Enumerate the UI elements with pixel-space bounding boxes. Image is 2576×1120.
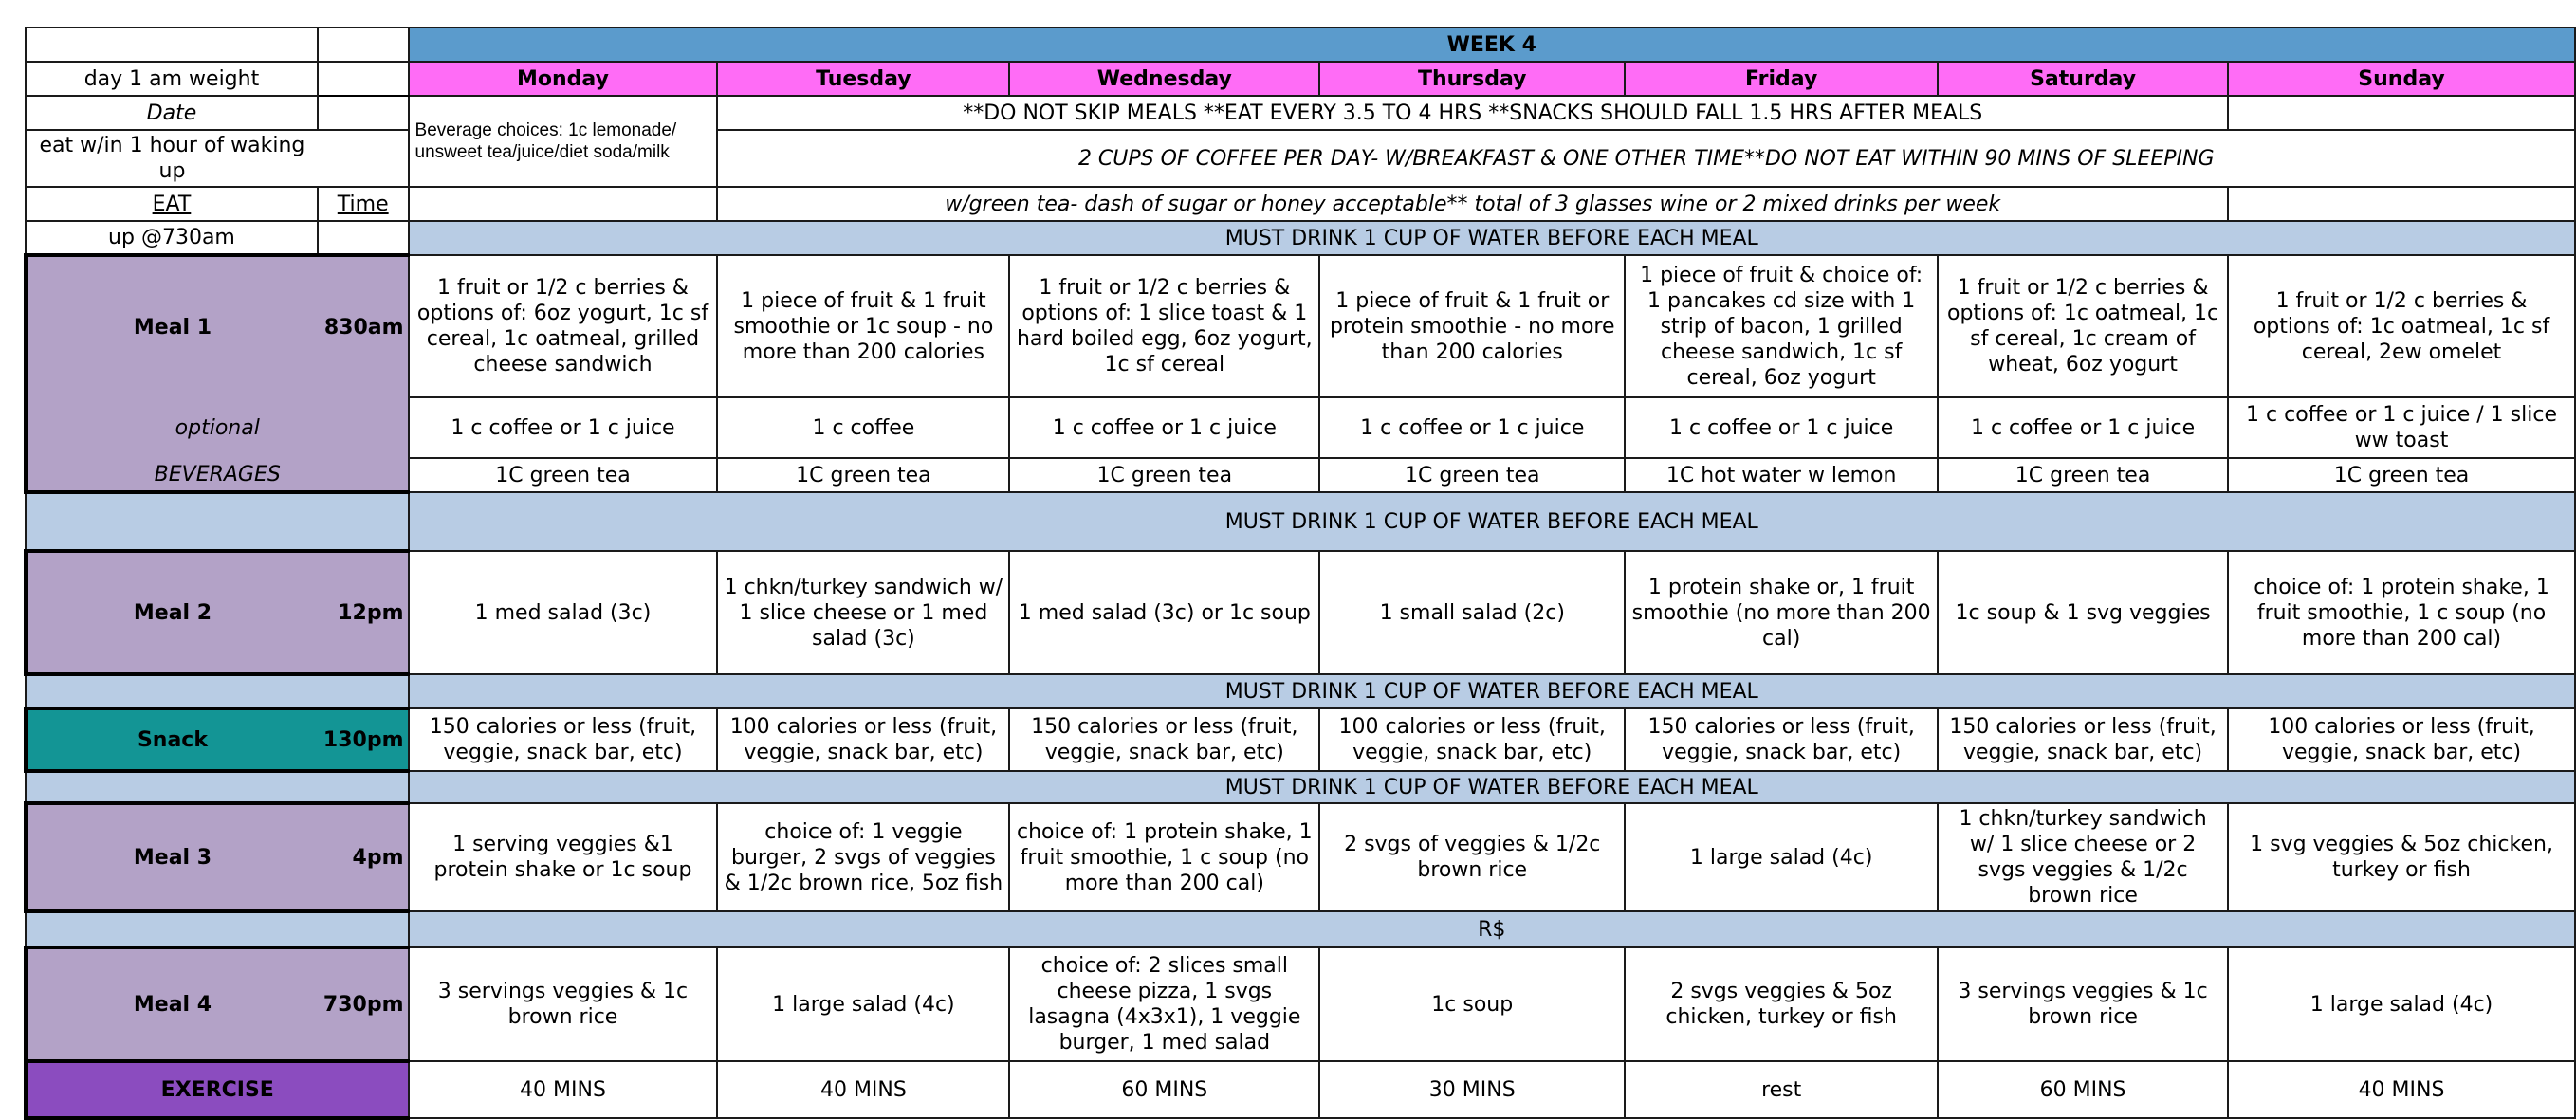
optional-label: optional [26, 397, 409, 458]
snack-monday[interactable]: 150 calories or less (fruit, veggie, snack bar, etc) [409, 708, 718, 771]
meal-3-saturday[interactable]: 1 chkn/turkey sandwich w/ 1 slice cheese or 2 svgs veggies & 1/2c brown rice [1938, 803, 2228, 911]
meal-2-friday[interactable]: 1 protein shake or, 1 fruit smoothie (no more than 200 cal) [1625, 551, 1938, 674]
meal-1-label: Meal 1 [26, 255, 318, 397]
tea-saturday[interactable]: 1C green tea [1938, 458, 2228, 492]
meal-4-saturday[interactable]: 3 servings veggies & 1c brown rice [1938, 947, 2228, 1061]
meal-1-wednesday[interactable]: 1 fruit or 1/2 c berries & options of: 1 slice toast & 1 hard boiled egg, 6oz yogurt, 1c sf cereal [1009, 255, 1319, 397]
eat-within-label: eat w/in 1 hour of waking up [26, 130, 318, 187]
week-title: WEEK 4 [409, 28, 2575, 62]
weight-value-cell[interactable] [318, 62, 409, 96]
meal-1-saturday[interactable]: 1 fruit or 1/2 c berries & options of: 1c oatmeal, 1c sf cereal, 1c cream of wheat, 6oz yogurt [1938, 255, 2228, 397]
meal-3-sunday[interactable]: 1 svg veggies & 5oz chicken, turkey or fish [2228, 803, 2575, 911]
beverages-label: BEVERAGES [26, 458, 409, 492]
rs-band-left [26, 911, 409, 947]
meal-3-monday[interactable]: 1 serving veggies &1 protein shake or 1c soup [409, 803, 718, 911]
cell-blank[interactable] [2228, 187, 2575, 221]
cell-blank[interactable] [409, 187, 718, 221]
meal-4-sunday[interactable]: 1 large salad (4c) [2228, 947, 2575, 1061]
cell-blank[interactable] [26, 28, 318, 62]
meal-1-sunday[interactable]: 1 fruit or 1/2 c berries & options of: 1c oatmeal, 1c sf cereal, 2ew omelet [2228, 255, 2575, 397]
exercise-label: EXERCISE [26, 1061, 409, 1118]
snack-wednesday[interactable]: 150 calories or less (fruit, veggie, snack bar, etc) [1009, 708, 1319, 771]
snack-tuesday[interactable]: 100 calories or less (fruit, veggie, snack bar, etc) [717, 708, 1009, 771]
water-band-left [26, 771, 409, 803]
snack-time: 130pm [318, 708, 409, 771]
meal-4-tuesday[interactable]: 1 large salad (4c) [717, 947, 1009, 1061]
meal-1-thursday[interactable]: 1 piece of fruit & 1 fruit or protein smoothie - no more than 200 calories [1319, 255, 1625, 397]
coffee-thursday[interactable]: 1 c coffee or 1 c juice [1319, 397, 1625, 458]
wake-up-time-cell[interactable] [318, 221, 409, 255]
tea-tuesday[interactable]: 1C green tea [717, 458, 1009, 492]
meal-3-tuesday[interactable]: choice of: 1 veggie burger, 2 svgs of veggies & 1/2c brown rice, 5oz fish [717, 803, 1009, 911]
coffee-saturday[interactable]: 1 c coffee or 1 c juice [1938, 397, 2228, 458]
tea-monday[interactable]: 1C green tea [409, 458, 718, 492]
day-header-friday: Friday [1625, 62, 1938, 96]
exercise-thursday[interactable]: 30 MINS [1319, 1061, 1625, 1118]
day-header-sunday: Sunday [2228, 62, 2575, 96]
exercise-saturday[interactable]: 60 MINS [1938, 1061, 2228, 1118]
meal-1-tuesday[interactable]: 1 piece of fruit & 1 fruit smoothie or 1c soup - no more than 200 calories [717, 255, 1009, 397]
water-reminder: MUST DRINK 1 CUP OF WATER BEFORE EACH MEAL [409, 492, 2575, 551]
snack-thursday[interactable]: 100 calories or less (fruit, veggie, snack bar, etc) [1319, 708, 1625, 771]
day-header-saturday: Saturday [1938, 62, 2228, 96]
meal-3-friday[interactable]: 1 large salad (4c) [1625, 803, 1938, 911]
meal-2-wednesday[interactable]: 1 med salad (3c) or 1c soup [1009, 551, 1319, 674]
meal-1-monday[interactable]: 1 fruit or 1/2 c berries & options of: 6oz yogurt, 1c sf cereal, 1c oatmeal, grilled cheese sandwich [409, 255, 718, 397]
cell-blank[interactable] [318, 130, 409, 187]
meal-4-monday[interactable]: 3 servings veggies & 1c brown rice [409, 947, 718, 1061]
snack-friday[interactable]: 150 calories or less (fruit, veggie, snack bar, etc) [1625, 708, 1938, 771]
meal-4-label: Meal 4 [26, 947, 318, 1061]
rules-note-2: 2 CUPS OF COFFEE PER DAY- W/BREAKFAST & ONE OTHER TIME**DO NOT EAT WITHIN 90 MINS OF SLEEPING [717, 130, 2575, 187]
meal-2-label: Meal 2 [26, 551, 318, 674]
water-band-left [26, 674, 409, 708]
day-header-tuesday: Tuesday [717, 62, 1009, 96]
coffee-wednesday[interactable]: 1 c coffee or 1 c juice [1009, 397, 1319, 458]
meal-4-friday[interactable]: 2 svgs veggies & 5oz chicken, turkey or fish [1625, 947, 1938, 1061]
coffee-tuesday[interactable]: 1 c coffee [717, 397, 1009, 458]
meal-2-sunday[interactable]: choice of: 1 protein shake, 1 fruit smoothie, 1 c soup (no more than 200 cal) [2228, 551, 2575, 674]
meal-3-thursday[interactable]: 2 svgs of veggies & 1/2c brown rice [1319, 803, 1625, 911]
exercise-sunday[interactable]: 40 MINS [2228, 1061, 2575, 1118]
tea-sunday[interactable]: 1C green tea [2228, 458, 2575, 492]
snack-label: Snack [26, 708, 318, 771]
cell-blank[interactable] [2228, 96, 2575, 130]
tea-wednesday[interactable]: 1C green tea [1009, 458, 1319, 492]
day-header-wednesday: Wednesday [1009, 62, 1319, 96]
exercise-friday[interactable]: rest [1625, 1061, 1938, 1118]
meal-3-label: Meal 3 [26, 803, 318, 911]
snack-saturday[interactable]: 150 calories or less (fruit, veggie, snack bar, etc) [1938, 708, 2228, 771]
coffee-monday[interactable]: 1 c coffee or 1 c juice [409, 397, 718, 458]
rules-note-3: w/green tea- dash of sugar or honey acceptable** total of 3 glasses wine or 2 mixed drinks per week [717, 187, 2228, 221]
beverage-choices-note: Beverage choices: 1c lemonade/ unsweet tea/juice/diet soda/milk [409, 96, 718, 187]
water-reminder: MUST DRINK 1 CUP OF WATER BEFORE EACH MEAL [409, 674, 2575, 708]
date-value-cell[interactable] [318, 96, 409, 130]
meal-2-monday[interactable]: 1 med salad (3c) [409, 551, 718, 674]
coffee-sunday[interactable]: 1 c coffee or 1 c juice / 1 slice ww toast [2228, 397, 2575, 458]
time-column-label: Time [318, 187, 409, 221]
water-reminder: MUST DRINK 1 CUP OF WATER BEFORE EACH MEAL [409, 221, 2575, 255]
meal-2-thursday[interactable]: 1 small salad (2c) [1319, 551, 1625, 674]
coffee-friday[interactable]: 1 c coffee or 1 c juice [1625, 397, 1938, 458]
meal-2-tuesday[interactable]: 1 chkn/turkey sandwich w/ 1 slice cheese or 1 med salad (3c) [717, 551, 1009, 674]
meal-4-time: 730pm [318, 947, 409, 1061]
weight-label: day 1 am weight [26, 62, 318, 96]
rules-note-1: **DO NOT SKIP MEALS **EAT EVERY 3.5 TO 4 HRS **SNACKS SHOULD FALL 1.5 HRS AFTER MEALS [717, 96, 2228, 130]
exercise-tuesday[interactable]: 40 MINS [717, 1061, 1009, 1118]
exercise-monday[interactable]: 40 MINS [409, 1061, 718, 1118]
meal-3-time: 4pm [318, 803, 409, 911]
meal-4-wednesday[interactable]: choice of: 2 slices small cheese pizza, 1 svgs lasagna (4x3x1), 1 veggie burger, 1 med salad [1009, 947, 1319, 1061]
tea-friday[interactable]: 1C hot water w lemon [1625, 458, 1938, 492]
eat-column-label: EAT [26, 187, 318, 221]
meal-2-saturday[interactable]: 1c soup & 1 svg veggies [1938, 551, 2228, 674]
snack-sunday[interactable]: 100 calories or less (fruit, veggie, snack bar, etc) [2228, 708, 2575, 771]
day-header-monday: Monday [409, 62, 718, 96]
exercise-wednesday[interactable]: 60 MINS [1009, 1061, 1319, 1118]
meal-4-thursday[interactable]: 1c soup [1319, 947, 1625, 1061]
meal-plan-sheet [24, 27, 2576, 1120]
meal-1-friday[interactable]: 1 piece of fruit & choice of: 1 pancakes cd size with 1 strip of bacon, 1 grilled cheese sandwich, 1c sf cereal, 6oz yogurt [1625, 255, 1938, 397]
cell-blank[interactable] [318, 28, 409, 62]
meal-1-time: 830am [318, 255, 409, 397]
tea-thursday[interactable]: 1C green tea [1319, 458, 1625, 492]
water-reminder: MUST DRINK 1 CUP OF WATER BEFORE EACH MEAL [409, 771, 2575, 803]
day-header-thursday: Thursday [1319, 62, 1625, 96]
water-band-left [26, 492, 409, 551]
wake-up-label: up @730am [26, 221, 318, 255]
rs-note: R$ [409, 911, 2575, 947]
meal-3-wednesday[interactable]: choice of: 1 protein shake, 1 fruit smoothie, 1 c soup (no more than 200 cal) [1009, 803, 1319, 911]
date-label: Date [26, 96, 318, 130]
meal-2-time: 12pm [318, 551, 409, 674]
